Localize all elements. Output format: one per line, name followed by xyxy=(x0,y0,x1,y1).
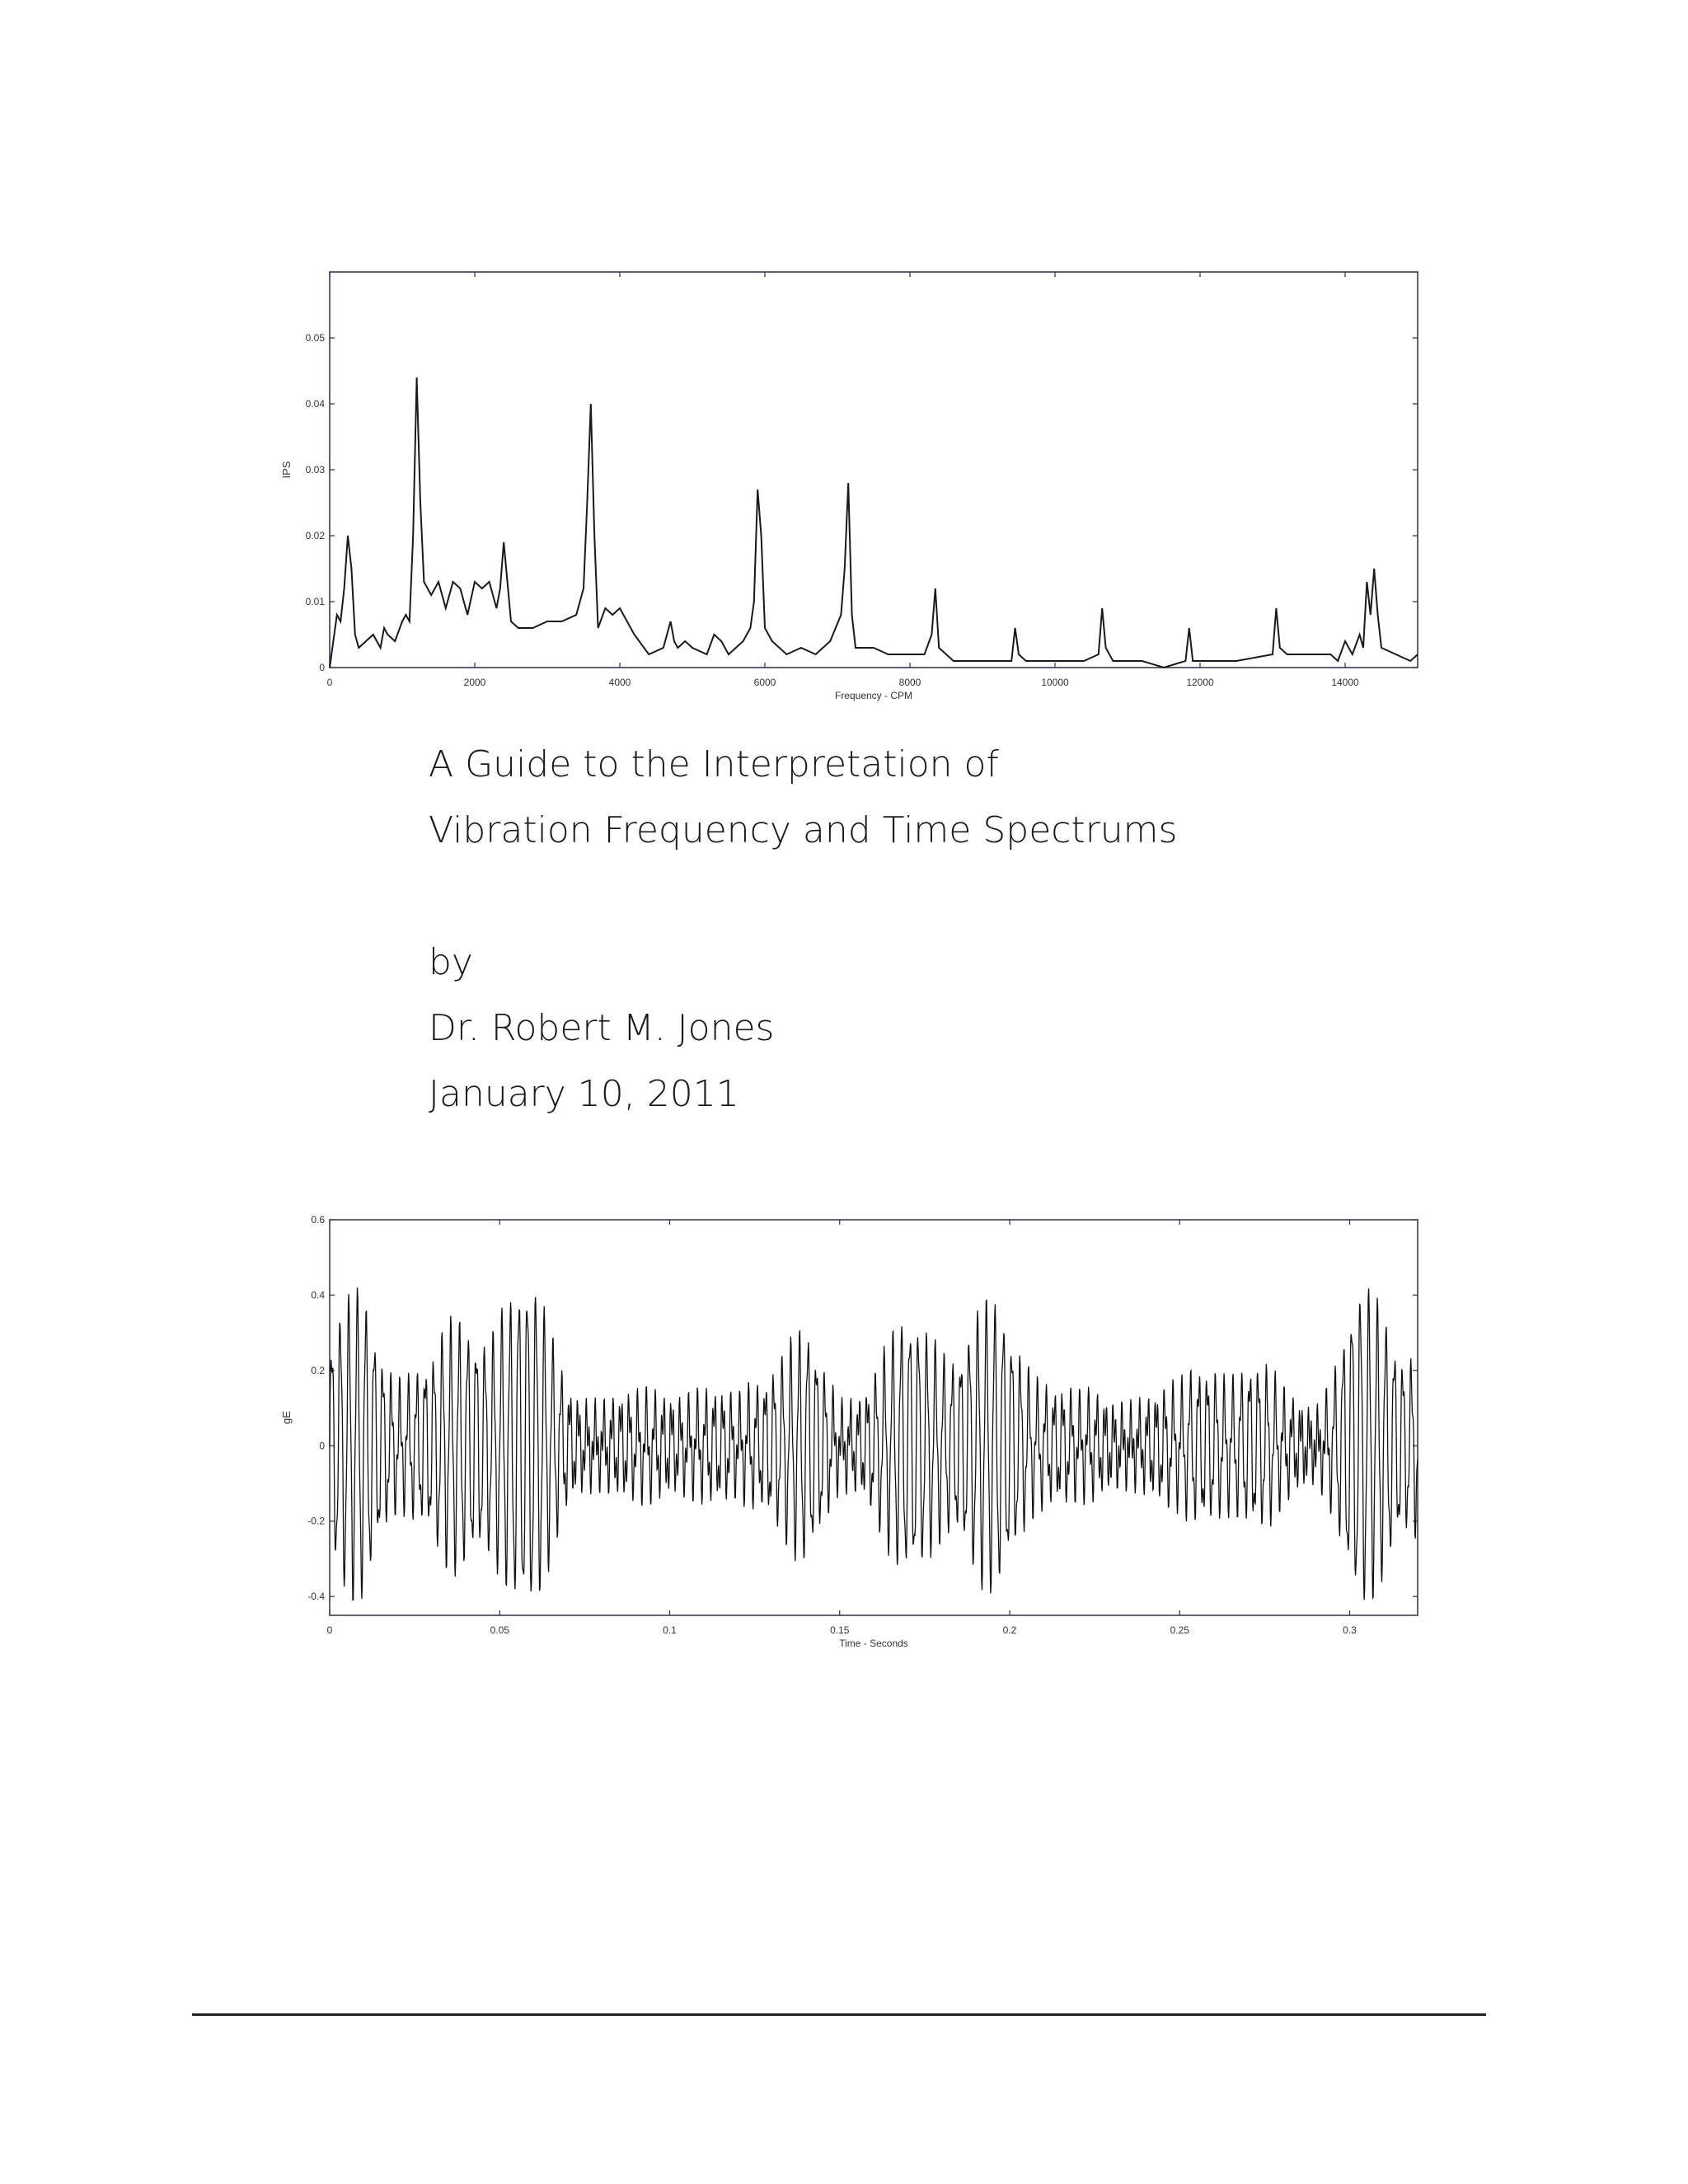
spectrum-y-tick-label: 0 xyxy=(319,662,325,673)
spectrum-y-tick-label: 0.05 xyxy=(305,332,325,344)
spectrum-x-tick-label: 10000 xyxy=(1041,677,1069,688)
waveform-x-tick-label: 0.1 xyxy=(663,1624,677,1636)
waveform-y-tick-label: 0 xyxy=(319,1440,325,1452)
waveform-y-tick-label: 0.2 xyxy=(311,1364,325,1376)
waveform-y-tick-label: -0.2 xyxy=(307,1515,325,1527)
waveform-y-axis-label: gE xyxy=(280,1411,293,1424)
waveform-y-tick-label: -0.4 xyxy=(307,1591,325,1603)
spectrum-y-tick-label: 0.03 xyxy=(305,464,325,476)
waveform-x-tick-label: 0.2 xyxy=(1002,1624,1017,1636)
spectrum-x-tick-label: 8000 xyxy=(898,677,921,688)
title-block xyxy=(429,732,1177,1127)
spectrum-y-tick-label: 0.04 xyxy=(305,398,325,410)
waveform-plot-frame xyxy=(330,1220,1418,1615)
waveform-x-tick-label: 0.15 xyxy=(830,1624,850,1636)
waveform-x-tick-label: 0 xyxy=(326,1624,333,1636)
waveform-svg xyxy=(272,1203,1426,1665)
time-waveform-chart xyxy=(272,1203,1426,1665)
spectrum-x-tick-label: 2000 xyxy=(463,677,486,688)
spectrum-x-tick-label: 6000 xyxy=(753,677,776,688)
frequency-spectrum-chart xyxy=(272,255,1426,717)
waveform-x-axis-label: Time - Seconds xyxy=(839,1638,908,1649)
title-line-1: A Guide to the Interpretation of xyxy=(429,743,999,785)
spectrum-y-axis-label: IPS xyxy=(280,461,293,479)
by-label: by xyxy=(429,941,473,983)
waveform-y-tick-label: 0.6 xyxy=(311,1214,325,1226)
author-name: Dr. Robert M. Jones xyxy=(429,1007,775,1049)
spectrum-x-tick-label: 14000 xyxy=(1331,677,1359,688)
waveform-x-tick-label: 0.3 xyxy=(1343,1624,1357,1636)
title-line-2: Vibration Frequency and Time Spectrums xyxy=(429,809,1178,851)
spectrum-x-tick-label: 12000 xyxy=(1186,677,1214,688)
spectrum-svg xyxy=(272,255,1426,717)
waveform-x-tick-label: 0.25 xyxy=(1170,1624,1189,1636)
spectrum-y-tick-label: 0.01 xyxy=(305,596,325,607)
footer-rule xyxy=(192,2013,1486,2016)
waveform-x-tick-label: 0.05 xyxy=(490,1624,509,1636)
spectrum-plot-frame xyxy=(330,272,1418,668)
spectrum-y-tick-label: 0.02 xyxy=(305,530,325,541)
spectrum-x-tick-label: 4000 xyxy=(608,677,631,688)
spectrum-x-tick-label: 0 xyxy=(326,677,333,688)
waveform-y-tick-label: 0.4 xyxy=(311,1289,325,1301)
spectrum-x-axis-label: Frequency - CPM xyxy=(834,690,913,701)
publication-date: January 10, 2011 xyxy=(429,1073,739,1115)
